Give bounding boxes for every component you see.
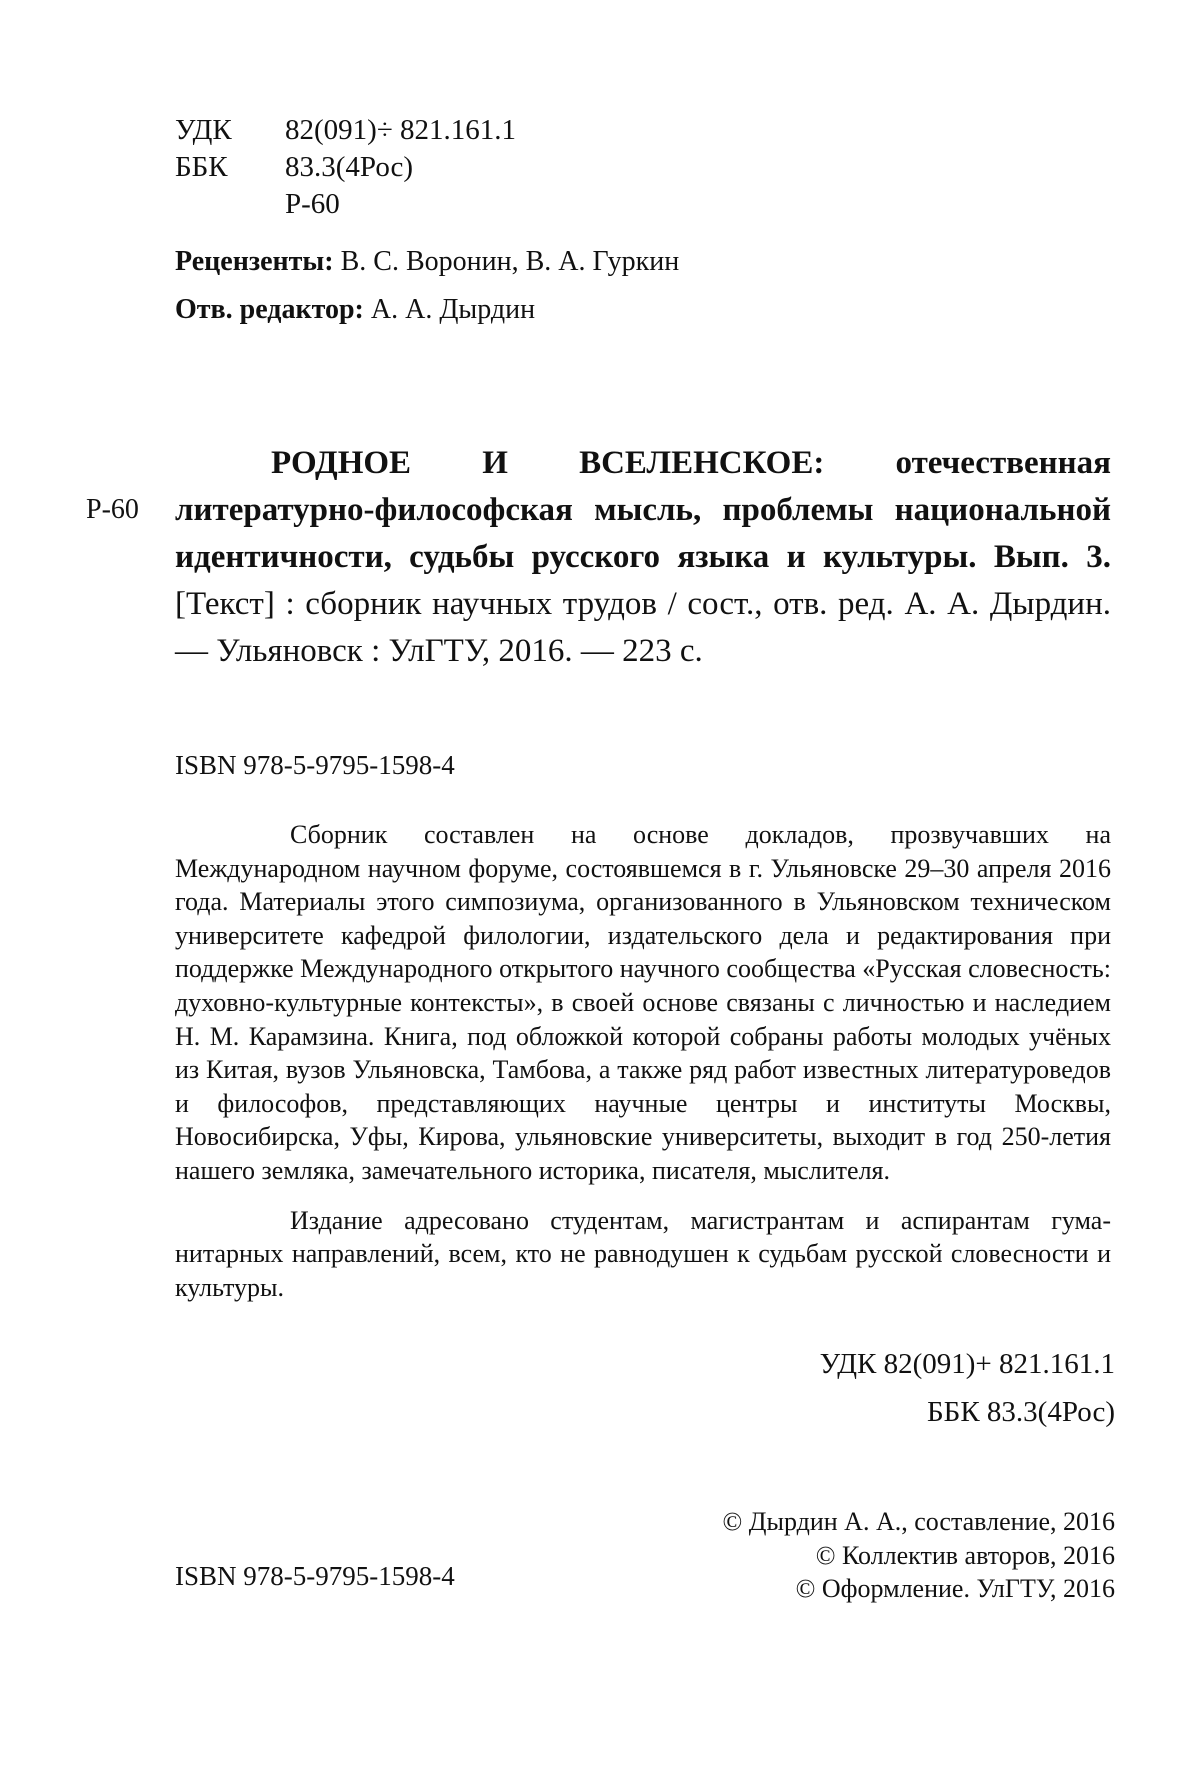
bibliographic-description bbox=[175, 440, 1111, 675]
reviewers-line bbox=[175, 246, 679, 278]
udk-value: 82(091)÷ 821.161.1 bbox=[285, 114, 516, 146]
copyright-block bbox=[723, 1505, 1116, 1606]
bbk-value: 83.3(4Рос) bbox=[285, 151, 414, 183]
copyright-compiler: © Дырдин А. А., составление, 2016 bbox=[722, 1507, 1115, 1536]
copyright-design: © Оформление. УлГТУ, 2016 bbox=[795, 1574, 1115, 1603]
bbk-label: ББК bbox=[175, 151, 228, 183]
annotation-paragraph-1: Сборник составлен на основе докладов, прозвучавших на Международном научном форуме, состоявшемся в г. Ульяновске 29–30 апреля 2016 года. Материалы этого симпозиума, организованного в Ульяновском техническом университете кафедрой филологии, издательского дела и редактирования при поддержке Международного открытого научного сообщества «Русская словесность: духовно-культурные контексты», в своей основе связаны с личностью и наследием Н. М. Карамзина. Книга, под обложкой которой собраны работы молодых учёных из Китая, вузов Ульяновска, Тамбова, а также ряд работ известных литературоведов и философов, представляющих научные центры и институты Москвы, Новосибирска, Уфы, Кирова, ульяновские университеты, выходит в год 250-летия нашего земляка, замечательного историка, писателя, мыслителя. bbox=[175, 820, 1111, 1185]
book-title: РОДНОЕ И ВСЕЛЕНСКОЕ: отечественная литературно-философская мысль, проблемы национальной идентичности, судьбы русского языка и культуры. Вып. 3. bbox=[175, 445, 1111, 575]
reviewers-names: В. С. Воронин, В. А. Гуркин bbox=[340, 246, 680, 277]
annotation bbox=[175, 818, 1111, 1304]
bottom-udk: УДК 82(091)+ 821.161.1 bbox=[819, 1348, 1115, 1380]
editor-line bbox=[175, 294, 535, 326]
author-mark-row bbox=[175, 186, 516, 223]
author-mark: Р-60 bbox=[285, 188, 340, 220]
isbn-bottom: ISBN 978-5-9795-1598-4 bbox=[175, 1561, 455, 1591]
book-imprint: [Текст] : сборник научных трудов / сост., отв. ред. А. А. Дырдин. — Ульяновск : УлГТУ, 2016. — 223 с. bbox=[175, 586, 1111, 669]
margin-author-mark: Р-60 bbox=[86, 494, 139, 525]
copyright-authors: © Коллектив авторов, 2016 bbox=[815, 1540, 1115, 1570]
udk-row bbox=[175, 112, 516, 149]
udk-label: УДК bbox=[175, 114, 232, 146]
classification-block bbox=[175, 112, 516, 223]
bbk-row bbox=[175, 149, 516, 186]
reviewers-label: Рецензенты: bbox=[175, 246, 334, 277]
bottom-bbk: ББК 83.3(4Рос) bbox=[927, 1396, 1115, 1428]
editor-label: Отв. редактор: bbox=[175, 294, 364, 325]
annotation-paragraph-2: Издание адресовано студентам, магистрантам и аспирантам гума-нитарных направлений, всем, кто не равнодушен к судьбам русской словесности и культуры. bbox=[175, 1205, 1111, 1302]
isbn-top: ISBN 978-5-9795-1598-4 bbox=[175, 750, 455, 780]
editor-name: А. А. Дырдин bbox=[370, 294, 536, 325]
